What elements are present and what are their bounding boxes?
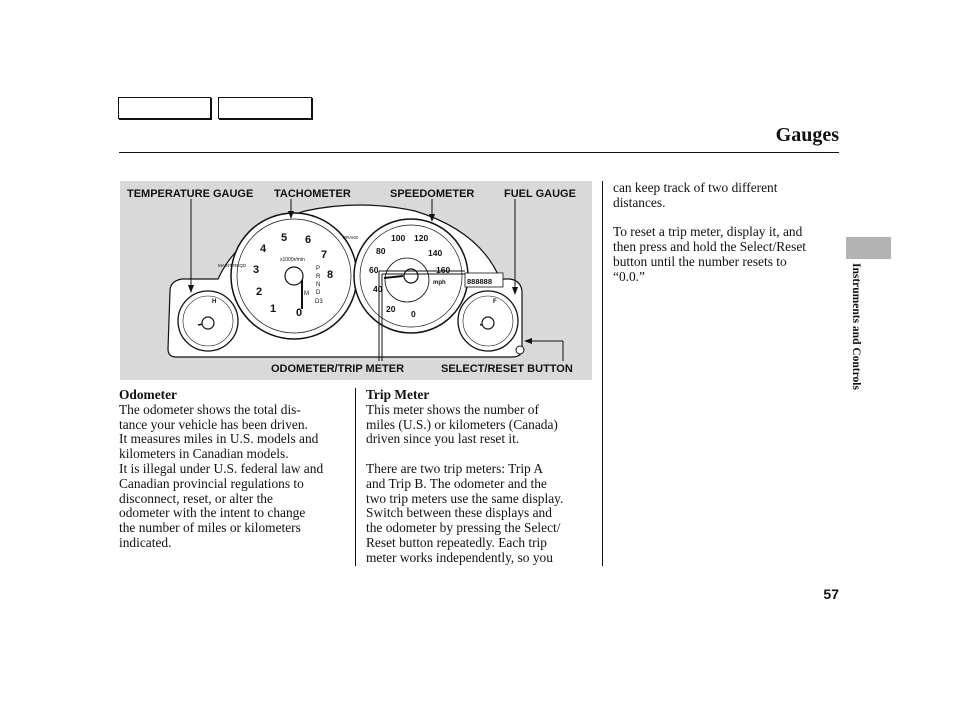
page-title: Gauges [775,124,839,146]
gear-d: D [316,290,321,296]
section-label-text: Instruments and Controls [850,263,862,390]
maint-reqd-indicator: MAINT REQD [218,263,247,268]
section-tab [846,237,891,259]
text-line: distances. [613,194,666,210]
temp-high-mark: H [212,299,217,305]
speed-number: 20 [386,304,396,314]
text-line: Switch between these displays and [366,505,552,521]
text-line: disconnect, reset, or alter the [119,490,273,506]
label-odometer-trip-meter: ODOMETER/TRIP METER [271,363,405,375]
fuel-full-mark: F [493,299,497,305]
tach-number: 2 [256,286,263,298]
speed-number: 140 [428,248,443,258]
trip-meter-section [366,388,600,566]
speed-number: 0 [411,309,416,319]
instrument-cluster-figure [120,181,592,380]
speed-unit: mph [433,280,446,286]
label-temperature-gauge: TEMPERATURE GAUGE [127,188,254,200]
text-line: odometer with the intent to change [119,505,306,521]
trip-meter-heading: Trip Meter [366,387,430,402]
text-line: then press and hold the Select/Reset [613,239,807,255]
odometer-heading: Odometer [119,387,178,402]
text-line: meter works independently, so you [366,549,553,565]
text-line: kilometers in Canadian models. [119,446,289,462]
tach-number: 3 [253,264,260,276]
text-line: indicated. [119,534,172,550]
nav-button-main-menu[interactable] [118,97,211,119]
gear-r: R [316,274,321,280]
text-line: This meter shows the number of [366,401,539,417]
column-divider [602,181,603,566]
text-line: It measures miles in U.S. models and [119,431,319,447]
label-select-reset-button: SELECT/RESET BUTTON [441,363,573,375]
text-line: Reset button repeatedly. Each trip [366,534,547,550]
tach-number: 4 [260,243,267,255]
text-line: driven since you last reset it. [366,431,520,447]
text-line: It is illegal under U.S. federal law and [119,460,324,476]
speed-number: 80 [376,246,386,256]
tach-number: 0 [296,307,303,319]
header-rule [119,152,839,153]
text-line: can keep track of two different [613,180,778,195]
section-label-vertical [848,263,862,408]
text-line: There are two trip meters: Trip A [366,460,544,476]
text-line: The odometer shows the total dis- [119,401,301,417]
text-line: tance your vehicle has been driven. [119,416,308,432]
gear-m: M [304,291,309,297]
speed-number: 40 [373,284,383,294]
label-fuel-gauge: FUEL GAUGE [504,188,576,200]
speed-number: 100 [391,233,406,243]
gear-d3: D3 [315,299,323,305]
speed-number: 160 [436,265,451,275]
gear-p: P [316,266,321,272]
instrument-cluster-illustration [120,181,592,380]
brake-indicator: BRAKE [343,235,359,240]
odometer-section [119,388,355,551]
tach-number: 5 [281,232,288,244]
gear-n: N [316,282,321,288]
page-number: 57 [823,586,839,602]
text-line: the odometer by pressing the Select/ [366,520,561,536]
column-divider [355,388,356,566]
tach-number: 8 [327,269,334,281]
speed-number: 120 [414,233,429,243]
text-line: button until the number resets to [613,253,787,269]
trip-meter-continued [613,181,843,285]
text-line: To reset a trip meter, display it, and [613,224,803,240]
label-speedometer: SPEEDOMETER [390,188,475,200]
text-line: Canadian provincial regulations to [119,475,304,491]
label-tachometer: TACHOMETER [274,188,351,200]
nav-button-index[interactable] [218,97,312,119]
text-line: miles (U.S.) or kilometers (Canada) [366,416,558,432]
odometer-readout: 888888 [467,277,493,286]
text-line: two trip meters use the same display. [366,490,564,506]
text-line: and Trip B. The odometer and the [366,475,547,491]
tach-number: 1 [270,303,277,315]
speed-number: 60 [369,265,379,275]
tach-number: 6 [305,234,312,246]
rpm-unit: x1000r/min [280,257,305,263]
text-line: “0.0.” [613,268,645,284]
tach-number: 7 [321,249,328,261]
text-line: the number of miles or kilometers [119,520,301,536]
